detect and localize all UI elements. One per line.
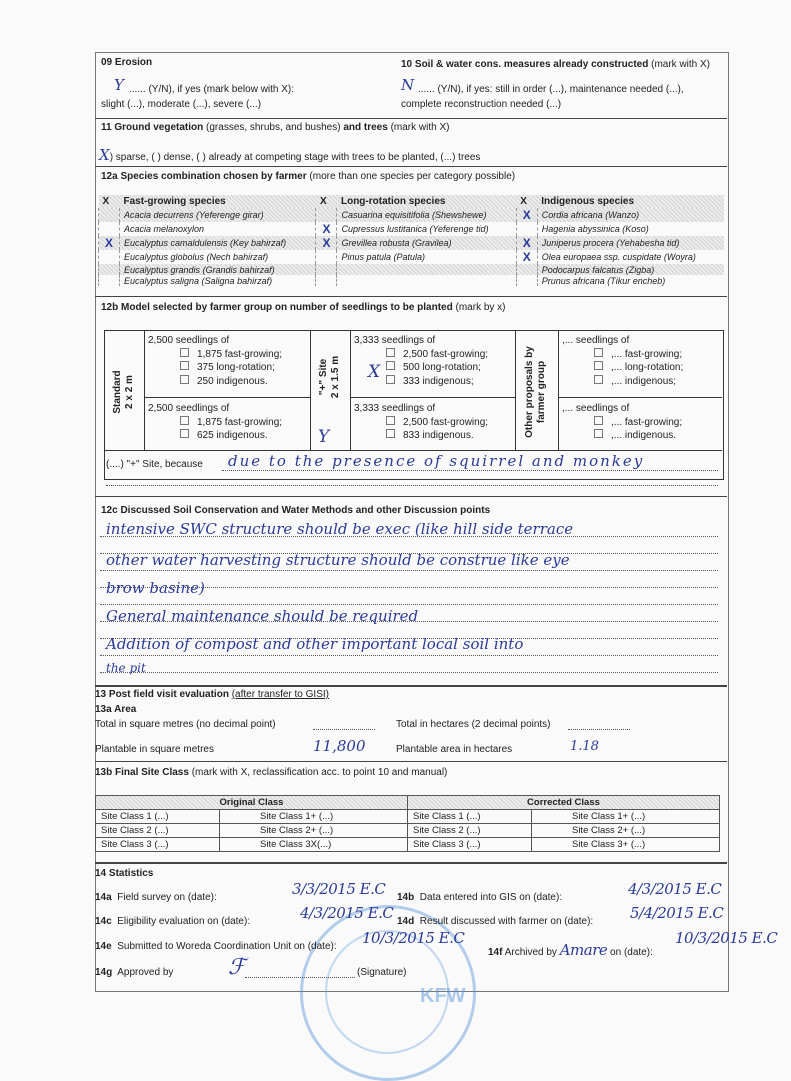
standard-label: Standard xyxy=(112,370,123,414)
species-name: Eucalyptus saligna (Saligna bahirzaf) xyxy=(120,275,316,286)
species-mark-cell[interactable] xyxy=(99,250,120,264)
seedling-option[interactable] xyxy=(354,348,488,362)
species-mark-cell[interactable] xyxy=(99,222,120,236)
checkbox[interactable] xyxy=(594,416,603,425)
seedlings-head: 2,500 seedlings of xyxy=(148,335,230,346)
site-class-title: 13b Final Site Class xyxy=(95,767,189,778)
species-mark-cell[interactable] xyxy=(99,208,120,222)
ground-veg-title: 11 Ground vegetation xyxy=(101,122,204,133)
plus-a-mark: X xyxy=(368,362,381,382)
checkbox[interactable] xyxy=(594,375,603,384)
site-class-option[interactable]: Site Class 1 (...) xyxy=(96,810,220,824)
species-name: Juniperus procera (Yehabesha tid) xyxy=(537,236,724,250)
mark-col: X xyxy=(319,196,327,207)
species-name: Podocarpus falcatus (Zigba) xyxy=(537,264,724,275)
discussion-line[interactable]: intensive SWC structure should be exec (like hill side terrace xyxy=(106,520,574,538)
checkbox[interactable] xyxy=(180,416,189,425)
seedling-option-label: 1,875 fast-growing; xyxy=(197,348,283,360)
species-mark-cell[interactable]: X xyxy=(516,208,537,222)
seedling-option[interactable] xyxy=(354,416,488,430)
species-name: Eucalyptus grandis (Grandis bahirzaf) xyxy=(120,264,316,275)
seedling-option-label: ,... long-rotation; xyxy=(611,362,684,373)
site-class-option[interactable]: Site Class 3 (...) xyxy=(407,838,531,852)
ground-veg-suffix: (mark with X) xyxy=(390,122,450,133)
stat-number: 14e xyxy=(95,941,112,952)
seedlings-head: ,... seedlings of xyxy=(562,403,630,414)
stat-date-value[interactable]: 4/3/2015 E.C xyxy=(300,904,394,922)
species-mark-cell[interactable] xyxy=(99,275,120,286)
stat-label: Field survey on (date): xyxy=(117,892,217,903)
seedling-option-label: ,... fast-growing; xyxy=(611,416,683,428)
site-class-row xyxy=(96,824,720,838)
site-class-option[interactable]: Site Class 3X(...) xyxy=(220,838,408,852)
seedling-option-label: 250 indigenous. xyxy=(197,375,268,387)
swc-mark: N xyxy=(401,76,415,94)
stat-number: 14a xyxy=(95,892,112,903)
plus-site-label: "+" Site xyxy=(318,358,329,396)
discussion-line[interactable]: Addition of compost and other important local soil into xyxy=(106,635,524,653)
discussion-line[interactable]: other water harvesting structure should be construe like eye xyxy=(106,551,570,569)
species-row xyxy=(99,222,725,236)
signature-field[interactable] xyxy=(245,977,355,978)
because-label: (....) "+" Site, because xyxy=(106,459,203,470)
erosion-line2: slight (...), moderate (...), severe (...) xyxy=(101,99,262,110)
site-class-suffix: (mark with X, reclassification acc. to point 10 and manual) xyxy=(191,767,448,778)
seedling-option-label: 500 long-rotation; xyxy=(403,362,481,373)
species-name: Hagenia abyssinica (Koso) xyxy=(537,222,724,236)
stat-label: Data entered into GIS on (date): xyxy=(419,892,563,903)
stat-label: Result discussed with farmer on (date): xyxy=(419,916,594,927)
seedling-option-label: 833 indigenous. xyxy=(403,430,474,441)
stat-number: 14b xyxy=(397,892,415,903)
total-sqm-field[interactable] xyxy=(313,729,375,730)
archived-by-name[interactable]: Amare xyxy=(559,941,608,959)
divider xyxy=(95,862,727,864)
ground-veg-trees: and trees xyxy=(343,122,388,133)
site-class-option[interactable]: Site Class 2+ (...) xyxy=(220,824,408,838)
site-class-row xyxy=(96,810,720,824)
stat-label: Submitted to Woreda Coordination Unit on (date): xyxy=(117,941,337,952)
species-mark-cell[interactable] xyxy=(516,222,537,236)
species-mark-cell[interactable]: X xyxy=(516,236,537,250)
species-mark-cell[interactable] xyxy=(316,208,337,222)
seedling-option[interactable] xyxy=(148,361,282,375)
species-name: Eucalyptus camaldulensis (Key bahirzaf) xyxy=(120,236,316,250)
seedling-option-label: 1,875 fast-growing; xyxy=(197,416,283,428)
site-class-table xyxy=(95,795,720,852)
species-table xyxy=(98,195,724,286)
swc-line1: ...... (Y/N), if yes: still in order (...), maintenance needed (...), xyxy=(418,84,684,95)
site-class-option[interactable]: Site Class 2 (...) xyxy=(96,824,220,838)
divider xyxy=(95,761,727,762)
because-text[interactable]: due to the presence of squirrel and monkey xyxy=(228,452,645,470)
signature-label: (Signature) xyxy=(357,967,407,978)
plant-ha-label: Plantable area in hectares xyxy=(396,744,513,755)
seedling-option-label: 375 long-rotation; xyxy=(197,362,275,373)
species-name: Cordia africana (Wanzo) xyxy=(537,208,724,222)
seedling-option[interactable] xyxy=(562,361,683,375)
species-header-row xyxy=(99,195,725,208)
stat-date-value[interactable]: 10/3/2015 E.C xyxy=(675,929,778,947)
seedling-option[interactable] xyxy=(148,429,282,443)
erosion-mark: Y xyxy=(114,76,124,94)
species-mark-cell[interactable]: X xyxy=(316,222,337,236)
writing-line xyxy=(100,604,718,605)
species-row xyxy=(99,236,725,250)
original-class-header: Original Class xyxy=(96,796,408,810)
swc-line2: complete reconstruction needed (...) xyxy=(401,99,562,110)
checkbox[interactable] xyxy=(180,375,189,384)
plant-ha-value[interactable]: 1.18 xyxy=(570,739,599,754)
writing-line xyxy=(100,655,718,656)
seedling-option[interactable] xyxy=(562,429,682,443)
stat-label: Approved by xyxy=(117,967,174,978)
seedling-option[interactable] xyxy=(562,348,683,362)
stat-date-value[interactable]: 10/3/2015 E.C xyxy=(362,929,465,947)
ind-header: Indigenous species xyxy=(541,196,635,207)
seedling-option-label: 2,500 fast-growing; xyxy=(403,416,489,428)
other-label2: farmer group xyxy=(536,360,547,424)
plus-site-mark: Y xyxy=(318,427,330,447)
other-option-a[interactable] xyxy=(562,334,683,388)
ground-veg-mark: X xyxy=(99,146,110,164)
species-mark-cell[interactable]: X xyxy=(99,236,120,250)
writing-line xyxy=(100,672,718,673)
post-eval-suffix: (after transfer to GISI) xyxy=(231,689,329,700)
species-mark-cell[interactable]: X xyxy=(316,236,337,250)
stamp-text: KFW xyxy=(420,985,466,1007)
species-mark-cell[interactable] xyxy=(99,264,120,275)
statistics-title: 14 Statistics xyxy=(95,868,154,879)
discussion-line[interactable]: brow basine) xyxy=(106,579,205,597)
other-label: Other proposals by xyxy=(524,346,535,438)
checkbox[interactable] xyxy=(180,429,189,438)
species-mark-cell[interactable] xyxy=(516,275,537,286)
seedling-option[interactable] xyxy=(148,375,282,389)
swc-title: 10 Soil & water cons. measures already constructed xyxy=(401,59,649,70)
species-row xyxy=(99,208,725,222)
seedling-option[interactable] xyxy=(148,348,282,362)
seedlings-head: 3,333 seedlings of xyxy=(354,335,436,346)
species-name: Pinus patula (Patula) xyxy=(337,250,516,264)
species-mark-cell[interactable] xyxy=(316,250,337,264)
standard-dim: 2 x 2 m xyxy=(124,375,135,409)
plus-option-b[interactable] xyxy=(354,402,488,443)
species-title: 12a Species combination chosen by farmer xyxy=(101,171,307,182)
species-row xyxy=(99,250,725,264)
fast-header: Fast-growing species xyxy=(123,196,226,207)
seedling-option-label: 625 indigenous. xyxy=(197,430,268,441)
seedlings-head: 3,333 seedlings of xyxy=(354,403,436,414)
erosion-line1: ...... (Y/N), if yes (mark below with X): xyxy=(129,84,295,95)
species-mark-cell[interactable] xyxy=(516,264,537,275)
species-mark-cell[interactable]: X xyxy=(516,250,537,264)
approval-signature: ℱ xyxy=(228,955,246,980)
checkbox[interactable] xyxy=(386,348,395,357)
seedling-option[interactable] xyxy=(562,416,682,430)
seedlings-head: 2,500 seedlings of xyxy=(148,403,230,414)
long-header: Long-rotation species xyxy=(340,196,446,207)
total-sqm-label: Total in square metres (no decimal point) xyxy=(95,719,276,730)
writing-line xyxy=(100,570,718,571)
species-row xyxy=(99,264,725,275)
divider xyxy=(95,496,727,497)
site-class-option[interactable]: Site Class 2 (...) xyxy=(407,824,531,838)
species-name: Cupressus lustitanica (Yeferenge tid) xyxy=(337,222,516,236)
checkbox[interactable] xyxy=(594,348,603,357)
checkbox[interactable] xyxy=(386,429,395,438)
site-class-option[interactable]: Site Class 3 (...) xyxy=(96,838,220,852)
stat-label: Eligibility evaluation on (date): xyxy=(117,916,251,927)
stat-number: 14g xyxy=(95,967,113,978)
stat-label: Archived by xyxy=(504,947,557,958)
stat-number: 14f xyxy=(488,947,503,958)
seedling-option-label: ,... indigenous; xyxy=(611,375,677,387)
discussion-line[interactable]: General maintenance should be required xyxy=(106,607,419,625)
species-name: Grevillea robusta (Gravilea) xyxy=(337,236,516,250)
stat-number: 14d xyxy=(397,916,415,927)
seedling-option-label: ,... fast-growing; xyxy=(611,348,683,360)
species-name: Olea europaea ssp. cuspidate (Woyra) xyxy=(537,250,724,264)
species-name: Eucalyptus globolus (Nech bahirzaf) xyxy=(120,250,316,264)
site-class-option[interactable]: Site Class 2+ (...) xyxy=(531,824,719,838)
plant-sqm-label: Plantable in square metres xyxy=(95,744,214,755)
seedlings-head: ,... seedlings of xyxy=(562,335,630,346)
species-row xyxy=(99,275,725,286)
species-name: Acacia melanoxylon xyxy=(120,222,316,236)
site-class-row xyxy=(96,838,720,852)
stat-label: on (date): xyxy=(610,947,653,958)
total-ha-field[interactable] xyxy=(568,729,630,730)
corrected-class-header: Corrected Class xyxy=(407,796,719,810)
seedling-option[interactable] xyxy=(148,416,282,430)
checkbox[interactable] xyxy=(594,429,603,438)
total-ha-label: Total in hectares (2 decimal points) xyxy=(396,719,551,730)
other-option-b[interactable] xyxy=(562,402,682,443)
species-mark-cell[interactable] xyxy=(316,264,337,275)
species-name: Prunus africana (Tikur encheb) xyxy=(537,275,724,286)
seedling-option[interactable] xyxy=(562,375,683,389)
species-name xyxy=(337,264,516,275)
model-title-suffix: (mark by x) xyxy=(455,302,506,313)
divider xyxy=(95,296,727,297)
std-option-b[interactable] xyxy=(148,402,282,443)
seedling-option[interactable] xyxy=(354,429,488,443)
stat-number: 14c xyxy=(95,916,112,927)
ground-veg-options: ) sparse, ( ) dense, ( ) already at competing stage with trees to be planted, (...) trees xyxy=(109,152,481,163)
site-class-option[interactable]: Site Class 3+ (...) xyxy=(531,838,719,852)
stat-date-value[interactable]: 4/3/2015 E.C xyxy=(628,880,722,898)
seedling-option-label: 333 indigenous; xyxy=(403,375,474,387)
checkbox[interactable] xyxy=(180,348,189,357)
site-class-option[interactable]: Site Class 1 (...) xyxy=(407,810,531,824)
checkbox[interactable] xyxy=(386,416,395,425)
species-title-suffix: (more than one species per category possible) xyxy=(309,171,516,182)
post-eval-title: 13 Post field visit evaluation xyxy=(95,689,229,700)
site-class-option[interactable]: Site Class 1+ (...) xyxy=(531,810,719,824)
divider xyxy=(95,118,727,119)
checkbox[interactable] xyxy=(386,375,395,384)
species-mark-cell[interactable] xyxy=(316,275,337,286)
divider xyxy=(95,166,727,167)
mark-col: X xyxy=(520,196,527,207)
discussion-line[interactable]: the pit xyxy=(106,661,146,675)
stat-date-value[interactable]: 5/4/2015 E.C xyxy=(630,904,724,922)
std-option-a[interactable] xyxy=(148,334,282,388)
species-name: Acacia decurrens (Yeferenge girar) xyxy=(120,208,316,222)
species-name: Casuarina equisitifolia (Shewshewe) xyxy=(337,208,516,222)
checkbox[interactable] xyxy=(386,361,395,370)
plus-site-dim: 2 x 1.5 m xyxy=(330,355,341,399)
seedling-option-label: 2,500 fast-growing; xyxy=(403,348,489,360)
area-subtitle: 13a Area xyxy=(95,704,137,715)
mark-col: X xyxy=(102,196,110,207)
plant-sqm-value[interactable]: 11,800 xyxy=(313,737,366,755)
checkbox[interactable] xyxy=(180,361,189,370)
seedling-option-label: ,... indigenous. xyxy=(611,430,677,441)
swc-title-suffix: (mark with X) xyxy=(651,59,711,70)
discussion-title: 12c Discussed Soil Conservation and Water Methods and other Discussion points xyxy=(101,505,491,516)
site-class-option[interactable]: Site Class 1+ (...) xyxy=(220,810,408,824)
divider xyxy=(95,685,727,687)
erosion-title: 09 Erosion xyxy=(101,57,153,68)
ground-veg-mid: (grasses, shrubs, and bushes) xyxy=(206,122,341,133)
checkbox[interactable] xyxy=(594,361,603,370)
stat-date-value[interactable]: 3/3/2015 E.C xyxy=(292,880,386,898)
model-title: 12b Model selected by farmer group on number of seedlings to be planted xyxy=(101,302,453,313)
species-name xyxy=(337,275,516,286)
